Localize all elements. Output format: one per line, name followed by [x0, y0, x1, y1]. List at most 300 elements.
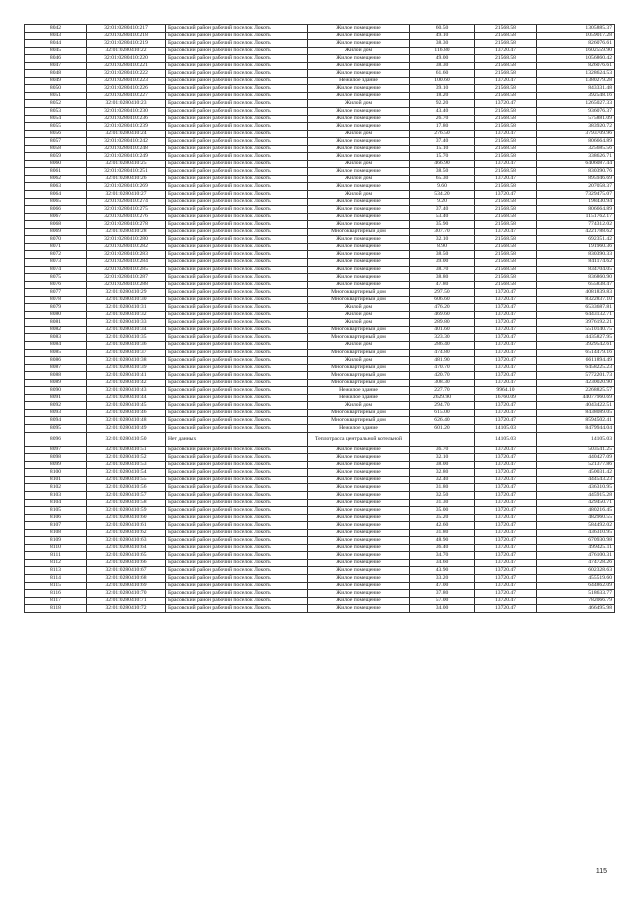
cadastral-number-cell: 32:01:0280410:22 [87, 47, 166, 55]
object-type-cell: Многоквартирный дом [308, 289, 410, 297]
address-cell: Брасовский район рабочий поселок Локоть [166, 183, 308, 191]
specific-value-cell: 13720.47 [475, 372, 537, 380]
specific-value-cell: 13720.47 [475, 326, 537, 334]
address-cell: Брасовский район рабочий поселок Локоть [166, 145, 308, 153]
cadastral-number-cell: 32:01:0280410:31 [87, 304, 166, 312]
row-number-cell: 8055 [25, 123, 87, 131]
area-cell: 32.40 [410, 476, 475, 484]
cadastral-number-cell: 32:01:0280410:23 [87, 100, 166, 108]
specific-value-cell: 13720.47 [475, 529, 537, 537]
cadastral-value-cell: 6611894.49 [537, 357, 615, 365]
address-cell: Брасовский район рабочий поселок Локоть [166, 100, 308, 108]
object-type-cell: Жилое помещение [308, 115, 410, 123]
cadastral-number-cell: 32:01:0280410:34 [87, 326, 166, 334]
cadastral-value-cell: 392548.16 [537, 92, 615, 100]
object-type-cell: Жилое помещение [308, 484, 410, 492]
object-type-cell: Жилой дом [308, 311, 410, 319]
area-cell: 100.60 [410, 77, 475, 85]
cadastral-number-cell: 32:01:0280410:25 [87, 160, 166, 168]
specific-value-cell: 13720.47 [475, 552, 537, 560]
area-cell: 47.00 [410, 582, 475, 590]
address-cell: Брасовский район рабочий поселок Локоть [166, 213, 308, 221]
row-number-cell: 8043 [25, 32, 87, 40]
address-cell: Брасовский район рабочий поселок Локоть [166, 476, 308, 484]
row-number-cell: 8083 [25, 334, 87, 342]
area-cell: 39.00 [410, 258, 475, 266]
row-number-cell: 8077 [25, 289, 87, 297]
cadastral-number-cell: 32:01:0280410:217 [87, 25, 166, 33]
cadastral-value-cell: 4230020.90 [537, 379, 615, 387]
cadastral-value-cell: 8594502.41 [537, 417, 615, 425]
address-cell: Брасовский район рабочий поселок Локоть [166, 258, 308, 266]
specific-value-cell: 21568.58 [475, 243, 537, 251]
object-type-cell: Жилое помещение [308, 55, 410, 63]
cadastral-value-cell: 450031.42 [537, 469, 615, 477]
cadastral-value-cell: 602328.63 [537, 567, 615, 575]
cadastral-number-cell: 32:01:0280410:32 [87, 311, 166, 319]
address-cell: Брасовский район рабочий поселок Локоть [166, 507, 308, 515]
area-cell: 601.20 [410, 424, 475, 432]
row-number-cell: 8052 [25, 100, 87, 108]
cadastral-value-cell: 436310.95 [537, 529, 615, 537]
specific-value-cell: 13720.47 [475, 492, 537, 500]
specific-value-cell: 21568.58 [475, 108, 537, 116]
cadastral-number-cell: 32:01:0280410:276 [87, 213, 166, 221]
table-row [25, 191, 615, 199]
address-cell: Брасовский район рабочий поселок Локоть [166, 206, 308, 214]
cadastral-number-cell: 32:01:0280410:67 [87, 567, 166, 575]
address-cell: Брасовский район рабочий поселок Локоть [166, 123, 308, 131]
table-row [25, 281, 615, 289]
cadastral-number-cell: 32:01:0280410:39 [87, 364, 166, 372]
address-cell: Брасовский район рабочий поселок Локоть [166, 168, 308, 176]
address-cell: Брасовский район рабочий поселок Локоть [166, 349, 308, 357]
row-number-cell: 8091 [25, 394, 87, 402]
area-cell: 92.20 [410, 100, 475, 108]
object-type-cell: Жилое помещение [308, 108, 410, 116]
specific-value-cell: 13720.47 [475, 334, 537, 342]
table-row [25, 115, 615, 123]
cadastral-value-cell: 445915.28 [537, 492, 615, 500]
cadastral-value-cell: 806664.89 [537, 206, 615, 214]
cadastral-number-cell: 32:01:0280410:57 [87, 492, 166, 500]
table-row [25, 160, 615, 168]
address-cell: Брасовский район рабочий поселок Локоть [166, 409, 308, 417]
address-cell: Брасовский район рабочий поселок Локоть [166, 281, 308, 289]
area-cell: 34.60 [410, 559, 475, 567]
object-type-cell: Жилое помещение [308, 590, 410, 598]
cadastral-number-cell: 32:01:0280410:24 [87, 130, 166, 138]
address-cell: Брасовский район рабочий поселок Локоть [166, 175, 308, 183]
row-number-cell: 8048 [25, 70, 87, 78]
row-number-cell: 8080 [25, 311, 87, 319]
cadastral-value-cell: 1602559.90 [537, 47, 615, 55]
specific-value-cell: 13720.47 [475, 100, 537, 108]
specific-value-cell: 13720.47 [475, 357, 537, 365]
specific-value-cell: 13720.47 [475, 575, 537, 583]
address-cell: Брасовский район рабочий поселок Локоть [166, 304, 308, 312]
address-cell: Брасовский район рабочий поселок Локоть [166, 461, 308, 469]
cadastral-value-cell: 4221788.62 [537, 228, 615, 236]
object-type-cell: Жилое помещение [308, 145, 410, 153]
cadastral-number-cell: 32:01:0280410:41 [87, 372, 166, 380]
table-row [25, 251, 615, 259]
row-number-cell: 8062 [25, 175, 87, 183]
row-number-cell: 8110 [25, 544, 87, 552]
specific-value-cell: 13720.47 [475, 514, 537, 522]
table-row [25, 409, 615, 417]
table-row [25, 85, 615, 93]
area-cell: 476.20 [410, 304, 475, 312]
area-cell: 606.60 [410, 296, 475, 304]
table-row [25, 108, 615, 116]
area-cell: 26.70 [410, 115, 475, 123]
area-cell: 36.70 [410, 446, 475, 454]
row-number-cell: 8088 [25, 372, 87, 380]
object-type-cell: Жилое помещение [308, 446, 410, 454]
cadastral-number-cell: 32:01:0280410:251 [87, 168, 166, 176]
row-number-cell: 8071 [25, 243, 87, 251]
object-type-cell: Нежилое здание [308, 387, 410, 395]
row-number-cell: 8075 [25, 274, 87, 282]
object-type-cell: Жилое помещение [308, 499, 410, 507]
specific-value-cell: 21568.58 [475, 92, 537, 100]
object-type-cell: Жилой дом [308, 160, 410, 168]
table-row [25, 559, 615, 567]
cadastral-number-cell: 32:01:0280410:220 [87, 55, 166, 63]
row-number-cell: 8065 [25, 198, 87, 206]
specific-value-cell: 21568.58 [475, 281, 537, 289]
specific-value-cell: 13720.47 [475, 446, 537, 454]
cadastral-number-cell: 32:01:0280410:284 [87, 258, 166, 266]
cadastral-value-cell: 476100.31 [537, 552, 615, 560]
cadastral-number-cell: 32:01:0280410:45 [87, 402, 166, 410]
table-row [25, 123, 615, 131]
cadastral-value-cell: 830390.76 [537, 168, 615, 176]
cadastral-number-cell: 32:01:0280410:219 [87, 40, 166, 48]
table-row [25, 274, 615, 282]
area-cell: 35.90 [410, 221, 475, 229]
cadastral-value-cell: 644862.09 [537, 582, 615, 590]
specific-value-cell: 13720.47 [475, 47, 537, 55]
row-number-cell: 8093 [25, 409, 87, 417]
row-number-cell: 8074 [25, 266, 87, 274]
specific-value-cell: 21568.58 [475, 70, 537, 78]
object-type-cell: Жилое помещение [308, 575, 410, 583]
row-number-cell: 8086 [25, 357, 87, 365]
cadastral-number-cell: 32:01:0280410:278 [87, 221, 166, 229]
area-cell: 297.50 [410, 289, 475, 297]
cadastral-value-cell: 521377.86 [537, 461, 615, 469]
row-number-cell: 8045 [25, 47, 87, 55]
table-row [25, 417, 615, 425]
specific-value-cell: 21568.58 [475, 32, 537, 40]
specific-value-cell: 21568.58 [475, 251, 537, 259]
row-number-cell: 8104 [25, 499, 87, 507]
table-row [25, 70, 615, 78]
object-type-cell: Жилое помещение [308, 266, 410, 274]
row-number-cell: 8078 [25, 296, 87, 304]
cadastral-value-cell: 655838.47 [537, 281, 615, 289]
cadastral-number-cell: 32:01:0280410:58 [87, 499, 166, 507]
cadastral-number-cell: 32:01:0280410:70 [87, 590, 166, 598]
table-row [25, 514, 615, 522]
address-cell: Брасовский район рабочий поселок Локоть [166, 357, 308, 365]
row-number-cell: 8112 [25, 559, 87, 567]
cadastral-value-cell: 44077960.69 [537, 394, 615, 402]
area-cell: 43.90 [410, 567, 475, 575]
area-cell: 38.80 [410, 274, 475, 282]
address-cell: Брасовский район рабочий поселок Локоть [166, 198, 308, 206]
specific-value-cell: 13720.47 [475, 499, 537, 507]
area-cell: 33.20 [410, 575, 475, 583]
cadastral-number-cell: 32:01:0280410:56 [87, 484, 166, 492]
address-cell: Брасовский район рабочий поселок Локоть [166, 402, 308, 410]
table-row [25, 296, 615, 304]
table-row [25, 25, 615, 33]
address-cell: Брасовский район рабочий поселок Локоть [166, 567, 308, 575]
object-type-cell: Жилое помещение [308, 582, 410, 590]
area-cell: 470.70 [410, 364, 475, 372]
row-number-cell: 8057 [25, 138, 87, 146]
row-number-cell: 8111 [25, 552, 87, 560]
table-row [25, 469, 615, 477]
row-number-cell: 8054 [25, 115, 87, 123]
table-row [25, 372, 615, 380]
area-cell: 9.60 [410, 183, 475, 191]
table-row [25, 484, 615, 492]
table-row [25, 492, 615, 500]
cadastral-number-cell: 32:01:0280410:248 [87, 145, 166, 153]
object-type-cell: Жилое помещение [308, 153, 410, 161]
address-cell: Брасовский район рабочий поселок Локоть [166, 251, 308, 259]
cadastral-value-cell: 6533687.81 [537, 304, 615, 312]
object-type-cell: Жилое помещение [308, 85, 410, 93]
object-type-cell: Жилое помещение [308, 138, 410, 146]
cadastral-value-cell: 5772201.73 [537, 372, 615, 380]
row-number-cell: 8068 [25, 221, 87, 229]
cadastral-number-cell: 32:01:0280410:44 [87, 394, 166, 402]
cadastral-value-cell: 518633.77 [537, 590, 615, 598]
cadastral-value-cell: 14105.03 [537, 432, 615, 446]
cadastral-number-cell: 32:01:0280410:226 [87, 85, 166, 93]
cadastral-value-cell: 782066.79 [537, 597, 615, 605]
address-cell: Брасовский район рабочий поселок Локоть [166, 575, 308, 583]
object-type-cell: Жилое помещение [308, 123, 410, 131]
table-row [25, 379, 615, 387]
area-cell: 57.00 [410, 597, 475, 605]
address-cell: Брасовский район рабочий поселок Локоть [166, 492, 308, 500]
cadastral-number-cell: 32:01:0280410:221 [87, 62, 166, 70]
cadastral-number-cell: 32:01:0280410:55 [87, 476, 166, 484]
table-row [25, 544, 615, 552]
area-cell: 32.50 [410, 492, 475, 500]
cadastral-value-cell: 8438089.05 [537, 409, 615, 417]
area-cell: 31.30 [410, 499, 475, 507]
row-number-cell: 8046 [25, 55, 87, 63]
address-cell: Брасовский район рабочий поселок Локоть [166, 582, 308, 590]
table-row [25, 461, 615, 469]
address-cell: Брасовский район рабочий поселок Локоть [166, 484, 308, 492]
cadastral-value-cell: 895946.69 [537, 175, 615, 183]
object-type-cell: Жилое помещение [308, 567, 410, 575]
cadastral-value-cell: 1305885.37 [537, 25, 615, 33]
area-cell: 17.80 [410, 123, 475, 131]
area-cell: 286.40 [410, 341, 475, 349]
address-cell: Брасовский район рабочий поселок Локоть [166, 529, 308, 537]
table-row [25, 236, 615, 244]
row-number-cell: 8092 [25, 402, 87, 410]
address-cell: Брасовский район рабочий поселок Локоть [166, 372, 308, 380]
address-cell: Брасовский район рабочий поселок Локоть [166, 274, 308, 282]
area-cell: 8.90 [410, 243, 475, 251]
cadastral-value-cell: 670930.98 [537, 537, 615, 545]
row-number-cell: 8063 [25, 183, 87, 191]
object-type-cell: Многоквартирный дом [308, 296, 410, 304]
table-row [25, 507, 615, 515]
cadastral-number-cell: 32:01:0280410:218 [87, 32, 166, 40]
cadastral-number-cell: 32:01:0280410:285 [87, 266, 166, 274]
area-cell: 35.00 [410, 507, 475, 515]
object-type-cell: Жилое помещение [308, 476, 410, 484]
cadastral-number-cell: 32:01:0280410:230 [87, 108, 166, 116]
object-type-cell: Жилое помещение [308, 529, 410, 537]
object-type-cell: Жилой дом [308, 100, 410, 108]
cadastral-number-cell: 32:01:0280410:48 [87, 417, 166, 425]
cadastral-value-cell: 1380279.28 [537, 77, 615, 85]
address-cell: Брасовский район рабочий поселок Локоть [166, 387, 308, 395]
specific-value-cell: 14105.03 [475, 424, 537, 432]
cadastral-value-cell: 4435827.95 [537, 334, 615, 342]
object-type-cell: Многоквартирный дом [308, 417, 410, 425]
cadastral-value-cell: 482960.55 [537, 514, 615, 522]
cadastral-number-cell: 32:01:0280410:280 [87, 236, 166, 244]
table-row [25, 424, 615, 432]
object-type-cell: Жилое помещение [308, 522, 410, 530]
row-number-cell: 8076 [25, 281, 87, 289]
table-row [25, 522, 615, 530]
row-number-cell: 8073 [25, 258, 87, 266]
object-type-cell: Многоквартирный дом [308, 326, 410, 334]
area-cell: 35.20 [410, 514, 475, 522]
cadastral-number-cell: 32:01:0280410:227 [87, 92, 166, 100]
cadastral-value-cell: 7329475.07 [537, 191, 615, 199]
cadastral-number-cell: 32:01:0280410:27 [87, 191, 166, 199]
cadastral-value-cell: 692351.42 [537, 236, 615, 244]
table-row [25, 221, 615, 229]
cadastral-number-cell: 32:01:0280410:236 [87, 115, 166, 123]
specific-value-cell: 21568.58 [475, 266, 537, 274]
specific-value-cell: 13720.47 [475, 160, 537, 168]
cadastral-value-cell: 440427.09 [537, 454, 615, 462]
specific-value-cell: 13720.47 [475, 175, 537, 183]
row-number-cell: 8105 [25, 507, 87, 515]
cadastral-value-cell: 325685.56 [537, 145, 615, 153]
object-type-cell: Многоквартирный дом [308, 334, 410, 342]
table-row [25, 100, 615, 108]
specific-value-cell: 21568.58 [475, 236, 537, 244]
row-number-cell: 8090 [25, 387, 87, 395]
area-cell: 38.30 [410, 40, 475, 48]
table-row [25, 476, 615, 484]
row-number-cell: 8095 [25, 424, 87, 432]
area-cell: 42.60 [410, 522, 475, 530]
address-cell: Брасовский район рабочий поселок Локоть [166, 266, 308, 274]
table-row [25, 198, 615, 206]
table-row [25, 130, 615, 138]
table-row [25, 243, 615, 251]
area-cell [410, 432, 475, 446]
area-cell: 626.40 [410, 417, 475, 425]
object-type-cell: Жилое помещение [308, 454, 410, 462]
cadastral-value-cell: 1059017.28 [537, 32, 615, 40]
object-type-cell: Жилое помещение [308, 537, 410, 545]
cadastral-value-cell: 1328624.53 [537, 70, 615, 78]
area-cell: 307.70 [410, 228, 475, 236]
address-cell: Брасовский район рабочий поселок Локоть [166, 552, 308, 560]
row-number-cell: 8084 [25, 341, 87, 349]
row-number-cell: 8102 [25, 484, 87, 492]
area-cell: 32.80 [410, 469, 475, 477]
address-cell: Брасовский район рабочий поселок Локоть [166, 221, 308, 229]
table-row [25, 394, 615, 402]
cadastral-number-cell: 32:01:0280410:72 [87, 605, 166, 613]
address-cell: Брасовский район рабочий поселок Локоть [166, 334, 308, 342]
area-cell: 294.70 [410, 402, 475, 410]
row-number-cell: 8117 [25, 597, 87, 605]
table-row [25, 289, 615, 297]
cadastral-value-cell: 830390.33 [537, 251, 615, 259]
area-cell: 227.70 [410, 387, 475, 395]
table-row [25, 597, 615, 605]
row-number-cell: 8087 [25, 364, 87, 372]
cadastral-value-cell: 383920.72 [537, 123, 615, 131]
area-cell: 60.50 [410, 25, 475, 33]
specific-value-cell: 13720.47 [475, 77, 537, 85]
row-number-cell: 8067 [25, 213, 87, 221]
table-row [25, 446, 615, 454]
area-cell: 48.90 [410, 537, 475, 545]
cadastral-value-cell: 774312.02 [537, 221, 615, 229]
area-cell: 15.70 [410, 153, 475, 161]
cadastral-value-cell: 4081839.83 [537, 289, 615, 297]
cadastral-value-cell: 1151762.17 [537, 213, 615, 221]
area-cell: 2629.90 [410, 394, 475, 402]
address-cell: Брасовский район рабочий поселок Локоть [166, 605, 308, 613]
area-cell: 32.10 [410, 236, 475, 244]
specific-value-cell: 13720.47 [475, 191, 537, 199]
object-type-cell: Жилое помещение [308, 198, 410, 206]
object-type-cell: Жилой дом [308, 47, 410, 55]
object-type-cell: Жилой дом [308, 341, 410, 349]
cadastral-number-cell: 32:01:0280410:61 [87, 522, 166, 530]
specific-value-cell: 13720.47 [475, 559, 537, 567]
address-cell: Брасовский район рабочий поселок Локоть [166, 47, 308, 55]
row-number-cell: 8061 [25, 168, 87, 176]
cadastral-number-cell: 32:01:0280410:35 [87, 334, 166, 342]
area-cell: 47.80 [410, 281, 475, 289]
area-cell: 481.90 [410, 357, 475, 365]
specific-value-cell: 13720.47 [475, 417, 537, 425]
table-row [25, 206, 615, 214]
specific-value-cell: 21568.58 [475, 85, 537, 93]
row-number-cell: 8066 [25, 206, 87, 214]
specific-value-cell: 13720.47 [475, 522, 537, 530]
object-type-cell: Жилое помещение [308, 461, 410, 469]
table-row [25, 228, 615, 236]
table-row [25, 92, 615, 100]
table-row [25, 567, 615, 575]
